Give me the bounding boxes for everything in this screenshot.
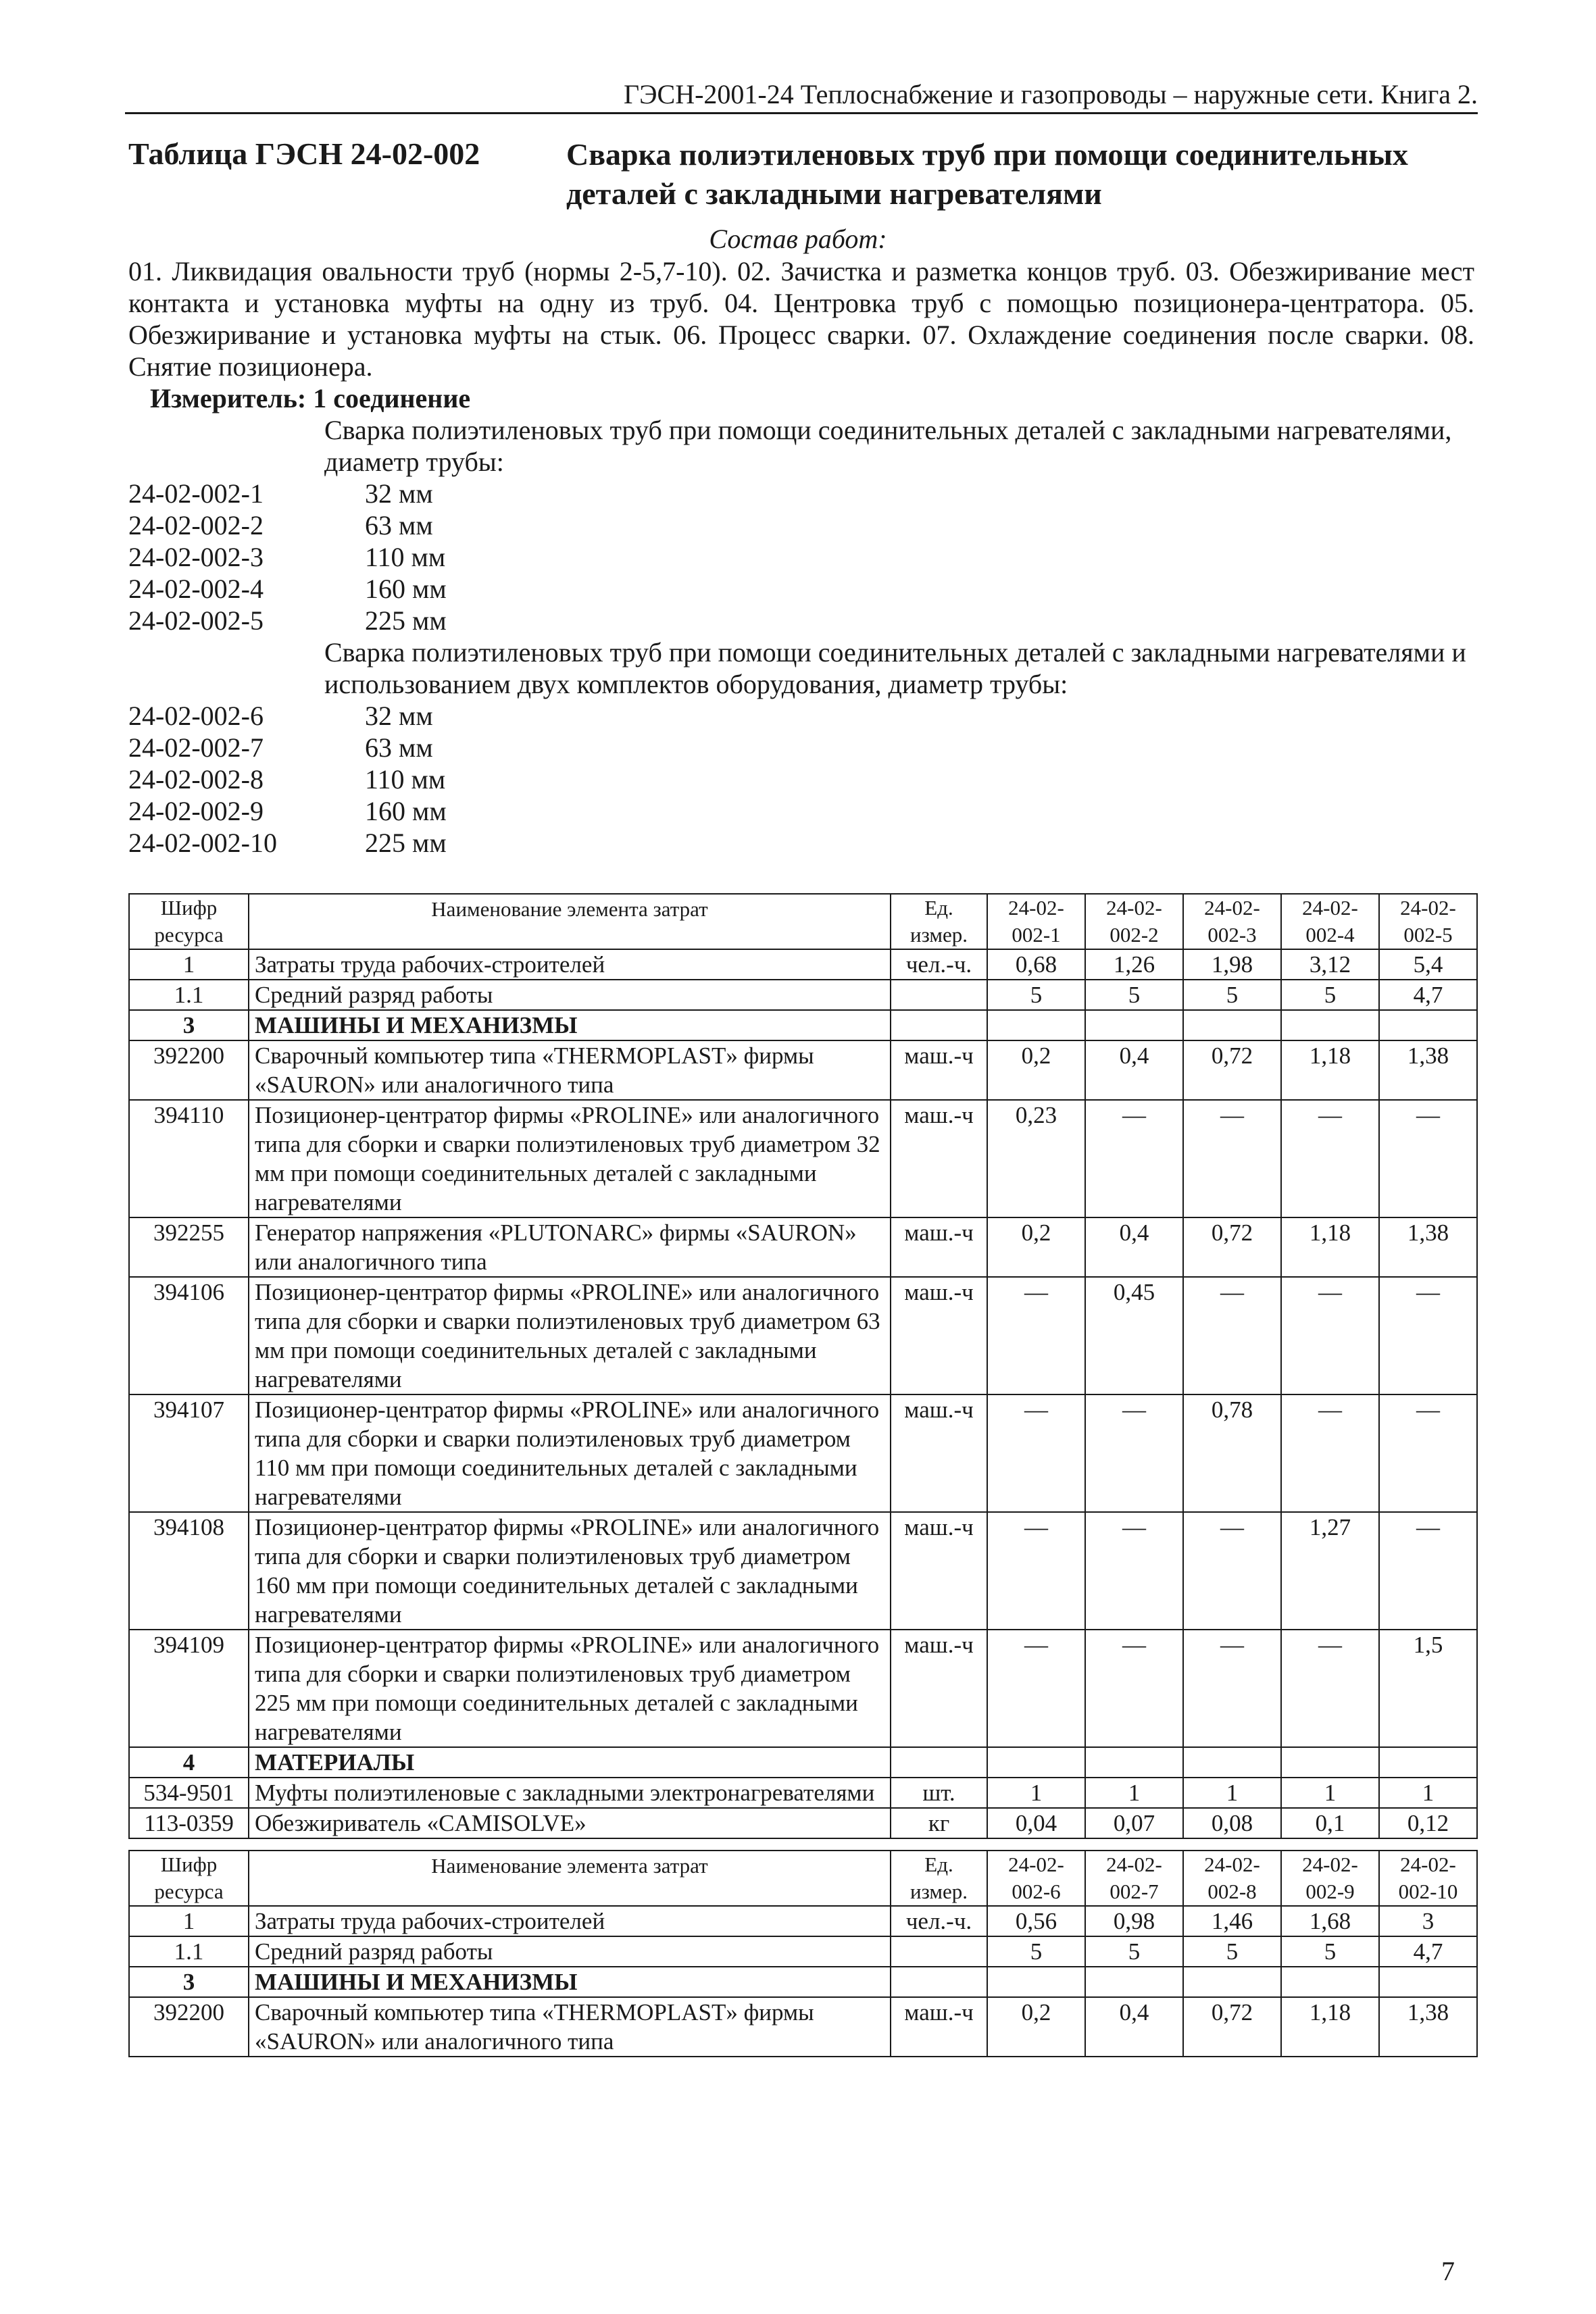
resource-code: 1.1 xyxy=(129,1936,249,1967)
resource-value: 1,38 xyxy=(1379,1217,1477,1277)
resource-value: 0,2 xyxy=(987,1217,1085,1277)
resource-unit: маш.-ч xyxy=(891,1100,987,1217)
variant-code: 24-02-002-2 xyxy=(128,510,264,540)
resource-value: — xyxy=(1183,1630,1281,1747)
resource-name: Затраты труда рабочих-строителей xyxy=(249,1906,891,1936)
variant-code: 24-02-002-5 xyxy=(128,605,264,636)
header-name: Наименование элемента затрат xyxy=(249,1851,891,1906)
variant-code: 24-02-002-7 xyxy=(128,732,264,763)
resource-value xyxy=(1281,1747,1379,1778)
resource-value: 5,4 xyxy=(1379,949,1477,980)
resource-value: 1,98 xyxy=(1183,949,1281,980)
resource-value: 5 xyxy=(1085,1936,1183,1967)
resource-value: 1,18 xyxy=(1281,1040,1379,1100)
table-row xyxy=(129,1394,1477,1512)
variant-code: 24-02-002-6 xyxy=(128,701,264,731)
table-row xyxy=(129,1778,1477,1808)
resource-value: — xyxy=(1085,1630,1183,1747)
resource-table-1 xyxy=(128,893,1478,1839)
resource-code: 113-0359 xyxy=(129,1808,249,1838)
table-row xyxy=(129,1040,1477,1100)
table-header-row xyxy=(129,1851,1477,1906)
resource-value: — xyxy=(1183,1100,1281,1217)
resource-unit xyxy=(891,1747,987,1778)
variant-row xyxy=(128,478,1480,509)
resource-value: — xyxy=(1281,1277,1379,1394)
resource-name: Позиционер-центратор фирмы «PROLINE» или аналогичного типа для сборки и сварки полиэтиленовых труб диаметром 110 мм при помощи соединительных деталей с закладными нагревателями xyxy=(249,1394,891,1512)
resource-value: 1,26 xyxy=(1085,949,1183,980)
table-row xyxy=(129,1936,1477,1967)
variant-code: 24-02-002-3 xyxy=(128,542,264,572)
resource-unit: чел.-ч. xyxy=(891,949,987,980)
header-code: Шифр ресурса xyxy=(129,894,249,949)
resource-value: 1 xyxy=(987,1778,1085,1808)
resource-value: 0,2 xyxy=(987,1040,1085,1100)
resource-name: Средний разряд работы xyxy=(249,980,891,1010)
work-composition-heading: Состав работ: xyxy=(709,224,887,254)
variant-code: 24-02-002-8 xyxy=(128,764,264,795)
resource-value: 1 xyxy=(1281,1778,1379,1808)
resource-value: 1,27 xyxy=(1281,1512,1379,1630)
measure-unit: Измеритель: 1 соединение xyxy=(150,383,471,413)
resource-value xyxy=(1183,1747,1281,1778)
resource-value: 5 xyxy=(1281,980,1379,1010)
resource-code: 1 xyxy=(129,949,249,980)
resource-value: 0,23 xyxy=(987,1100,1085,1217)
resource-unit xyxy=(891,1010,987,1040)
resource-unit: маш.-ч xyxy=(891,1277,987,1394)
page-number: 7 xyxy=(1441,2256,1455,2286)
resource-value: — xyxy=(987,1630,1085,1747)
resource-name: Позиционер-центратор фирмы «PROLINE» или аналогичного типа для сборки и сварки полиэтиленовых труб диаметром 225 мм при помощи соединительных деталей с закладными нагревателями xyxy=(249,1630,891,1747)
resource-value xyxy=(1085,1010,1183,1040)
resource-value: — xyxy=(1183,1512,1281,1630)
resource-value: — xyxy=(987,1277,1085,1394)
resource-code: 394107 xyxy=(129,1394,249,1512)
resource-code: 1 xyxy=(129,1906,249,1936)
resource-unit: чел.-ч. xyxy=(891,1906,987,1936)
resource-name: Сварочный компьютер типа «THERMOPLAST» фирмы «SAURON» или аналогичного типа xyxy=(249,1040,891,1100)
resource-code: 534-9501 xyxy=(129,1778,249,1808)
resource-name: Генератор напряжения «PLUTONARC» фирмы «SAURON» или аналогичного типа xyxy=(249,1217,891,1277)
variant-diameter: 32 мм xyxy=(365,478,433,509)
resource-value: — xyxy=(987,1512,1085,1630)
resource-value: — xyxy=(1379,1394,1477,1512)
resource-name: МАТЕРИАЛЫ xyxy=(249,1747,891,1778)
resource-value: — xyxy=(1085,1512,1183,1630)
resource-value: — xyxy=(1281,1100,1379,1217)
table-row xyxy=(129,1997,1477,2057)
resource-unit: маш.-ч xyxy=(891,1040,987,1100)
section-row xyxy=(129,1747,1477,1778)
resource-value: 5 xyxy=(1183,1936,1281,1967)
resource-value: 0,72 xyxy=(1183,1997,1281,2057)
header-column: 24-02-002-10 xyxy=(1379,1851,1477,1906)
resource-code: 3 xyxy=(129,1967,249,1997)
resource-value: 1,18 xyxy=(1281,1997,1379,2057)
resource-value: 0,78 xyxy=(1183,1394,1281,1512)
resource-value: 1 xyxy=(1183,1778,1281,1808)
header-column: 24-02-002-5 xyxy=(1379,894,1477,949)
header-code: Шифр ресурса xyxy=(129,1851,249,1906)
resource-value: 0,68 xyxy=(987,949,1085,980)
variant-row xyxy=(128,795,1480,827)
resource-name: Средний разряд работы xyxy=(249,1936,891,1967)
resource-value: 5 xyxy=(987,980,1085,1010)
resource-value: 5 xyxy=(1183,980,1281,1010)
resource-name: Обезжириватель «CAMISOLVE» xyxy=(249,1808,891,1838)
resource-value: 0,4 xyxy=(1085,1040,1183,1100)
resource-value: 3,12 xyxy=(1281,949,1379,980)
variant-diameter: 225 мм xyxy=(365,605,447,636)
variant-code: 24-02-002-10 xyxy=(128,828,277,858)
header-column: 24-02-002-3 xyxy=(1183,894,1281,949)
table-row xyxy=(129,1512,1477,1630)
resource-unit: маш.-ч xyxy=(891,1997,987,2057)
resource-value: 0,12 xyxy=(1379,1808,1477,1838)
table-caption: Таблица ГЭСН 24-02-002 xyxy=(128,136,480,171)
resource-name: Позиционер-центратор фирмы «PROLINE» или аналогичного типа для сборки и сварки полиэтиленовых труб диаметром 160 мм при помощи соединительных деталей с закладными нагревателями xyxy=(249,1512,891,1630)
resource-unit xyxy=(891,980,987,1010)
table-row xyxy=(129,1808,1477,1838)
resource-value: — xyxy=(1281,1394,1379,1512)
resource-value xyxy=(987,1747,1085,1778)
header-column: 24-02-002-1 xyxy=(987,894,1085,949)
variant-diameter: 225 мм xyxy=(365,828,447,858)
resource-value: 0,07 xyxy=(1085,1808,1183,1838)
table-title: Сварка полиэтиленовых труб при помощи соединительных деталей с закладными нагревателями xyxy=(566,137,1408,211)
header-unit: Ед. измер. xyxy=(891,894,987,949)
variant-diameter: 110 мм xyxy=(365,764,446,795)
resource-value xyxy=(1085,1967,1183,1997)
resource-unit: кг xyxy=(891,1808,987,1838)
variant-diameter: 160 мм xyxy=(365,574,447,604)
resource-value: 0,1 xyxy=(1281,1808,1379,1838)
header-column: 24-02-002-8 xyxy=(1183,1851,1281,1906)
table-row xyxy=(129,1217,1477,1277)
resource-name: Затраты труда рабочих-строителей xyxy=(249,949,891,980)
resource-value: 1,38 xyxy=(1379,1997,1477,2057)
resource-value: — xyxy=(1183,1277,1281,1394)
variant-row xyxy=(128,605,1480,636)
resource-unit: маш.-ч xyxy=(891,1630,987,1747)
resource-value: 0,2 xyxy=(987,1997,1085,2057)
header-column: 24-02-002-2 xyxy=(1085,894,1183,949)
variant-code: 24-02-002-1 xyxy=(128,478,264,509)
resource-value: 4,7 xyxy=(1379,1936,1477,1967)
resource-code: 394108 xyxy=(129,1512,249,1630)
resource-value: 0,4 xyxy=(1085,1217,1183,1277)
header-column: 24-02-002-7 xyxy=(1085,1851,1183,1906)
table-row xyxy=(129,1100,1477,1217)
variant-row xyxy=(128,732,1480,763)
resource-value xyxy=(1183,1010,1281,1040)
resource-code: 4 xyxy=(129,1747,249,1778)
page-header: ГЭСН-2001-24 Теплоснабжение и газопроводы – наружные сети. Книга 2. xyxy=(125,80,1478,114)
resource-value: — xyxy=(987,1394,1085,1512)
resource-code: 392200 xyxy=(129,1040,249,1100)
resource-value xyxy=(1281,1010,1379,1040)
variant-row xyxy=(128,763,1480,795)
resource-value: 4,7 xyxy=(1379,980,1477,1010)
resource-value xyxy=(1379,1747,1477,1778)
resource-value: — xyxy=(1379,1277,1477,1394)
resource-value: — xyxy=(1379,1100,1477,1217)
section-row xyxy=(129,1967,1477,1997)
resource-code: 392200 xyxy=(129,1997,249,2057)
resource-value: 0,04 xyxy=(987,1808,1085,1838)
resource-value: 0,72 xyxy=(1183,1217,1281,1277)
resource-value: 3 xyxy=(1379,1906,1477,1936)
variant-row xyxy=(128,509,1480,541)
resource-unit: шт. xyxy=(891,1778,987,1808)
variant-diameter: 63 мм xyxy=(365,510,433,540)
resource-value: 1,38 xyxy=(1379,1040,1477,1100)
resource-name: Муфты полиэтиленовые с закладными электронагревателями xyxy=(249,1778,891,1808)
resource-value: 0,56 xyxy=(987,1906,1085,1936)
resource-table-2 xyxy=(128,1850,1478,2057)
resource-value: — xyxy=(1085,1394,1183,1512)
resource-code: 1.1 xyxy=(129,980,249,1010)
resource-value: — xyxy=(1281,1630,1379,1747)
variant-code: 24-02-002-9 xyxy=(128,796,264,826)
resource-value: 0,45 xyxy=(1085,1277,1183,1394)
header-column: 24-02-002-9 xyxy=(1281,1851,1379,1906)
resource-value: 1,5 xyxy=(1379,1630,1477,1747)
variant-row xyxy=(128,827,1480,859)
resource-value: 0,72 xyxy=(1183,1040,1281,1100)
variant-group-description: Сварка полиэтиленовых труб при помощи соединительных деталей с закладными нагревателями и использованием двух комплектов оборудования, диаметр трубы: xyxy=(324,637,1466,699)
resource-value: 0,98 xyxy=(1085,1906,1183,1936)
variant-row xyxy=(128,541,1480,573)
table-row xyxy=(129,1906,1477,1936)
resource-value: 5 xyxy=(987,1936,1085,1967)
variant-diameter: 160 мм xyxy=(365,796,447,826)
table-row xyxy=(129,1277,1477,1394)
resource-unit xyxy=(891,1967,987,1997)
work-composition-text: 01. Ликвидация овальности труб (нормы 2-5,7-10). 02. Зачистка и разметка концов труб. 03. Обезжиривание мест контакта и установка муфты на одну из труб. 04. Центровка труб с помощью позиционера-центратора. 05. Обезжиривание и установка муфты на стык. 06. Процесс сварки. 07. Охлаждение соединения после сварки. 08. Снятие позиционера. xyxy=(128,256,1474,382)
resource-value xyxy=(1379,1010,1477,1040)
resource-value xyxy=(1085,1747,1183,1778)
resource-value: 5 xyxy=(1281,1936,1379,1967)
header-unit: Ед. измер. xyxy=(891,1851,987,1906)
resource-value: 1,68 xyxy=(1281,1906,1379,1936)
resource-name: МАШИНЫ И МЕХАНИЗМЫ xyxy=(249,1010,891,1040)
resource-value: 5 xyxy=(1085,980,1183,1010)
variant-diameter: 63 мм xyxy=(365,732,433,763)
resource-name: Сварочный компьютер типа «THERMOPLAST» фирмы «SAURON» или аналогичного типа xyxy=(249,1997,891,2057)
resource-code: 3 xyxy=(129,1010,249,1040)
variant-group-description: Сварка полиэтиленовых труб при помощи соединительных деталей с закладными нагревателями, диаметр трубы: xyxy=(324,415,1452,477)
variant-diameter: 32 мм xyxy=(365,701,433,731)
resource-value xyxy=(1379,1967,1477,1997)
resource-name: МАШИНЫ И МЕХАНИЗМЫ xyxy=(249,1967,891,1997)
section-row xyxy=(129,1010,1477,1040)
variant-diameter: 110 мм xyxy=(365,542,446,572)
resource-code: 394110 xyxy=(129,1100,249,1217)
variant-code: 24-02-002-4 xyxy=(128,574,264,604)
resource-value: 1 xyxy=(1085,1778,1183,1808)
resource-code: 394109 xyxy=(129,1630,249,1747)
header-column: 24-02-002-6 xyxy=(987,1851,1085,1906)
resource-value xyxy=(987,1010,1085,1040)
variant-row xyxy=(128,700,1480,732)
resource-value: 1,46 xyxy=(1183,1906,1281,1936)
resource-value: 1 xyxy=(1379,1778,1477,1808)
table-header-row xyxy=(129,894,1477,949)
table-row xyxy=(129,949,1477,980)
resource-code: 394106 xyxy=(129,1277,249,1394)
resource-unit xyxy=(891,1936,987,1967)
resource-value: 0,4 xyxy=(1085,1997,1183,2057)
resource-unit: маш.-ч xyxy=(891,1512,987,1630)
resource-value: — xyxy=(1379,1512,1477,1630)
resource-value xyxy=(1183,1967,1281,1997)
resource-name: Позиционер-центратор фирмы «PROLINE» или аналогичного типа для сборки и сварки полиэтиленовых труб диаметром 63 мм при помощи соединительных деталей с закладными нагревателями xyxy=(249,1277,891,1394)
table-row xyxy=(129,980,1477,1010)
header-column: 24-02-002-4 xyxy=(1281,894,1379,949)
resource-value xyxy=(1281,1967,1379,1997)
table-row xyxy=(129,1630,1477,1747)
resource-code: 392255 xyxy=(129,1217,249,1277)
variant-row xyxy=(128,573,1480,605)
resource-value: 1,18 xyxy=(1281,1217,1379,1277)
norm-variants-list xyxy=(128,414,1480,859)
resource-unit: маш.-ч xyxy=(891,1394,987,1512)
resource-value: — xyxy=(1085,1100,1183,1217)
header-name: Наименование элемента затрат xyxy=(249,894,891,949)
resource-value xyxy=(987,1967,1085,1997)
resource-name: Позиционер-центратор фирмы «PROLINE» или аналогичного типа для сборки и сварки полиэтиленовых труб диаметром 32 мм при помощи соединительных деталей с закладными нагревателями xyxy=(249,1100,891,1217)
resource-value: 0,08 xyxy=(1183,1808,1281,1838)
resource-unit: маш.-ч xyxy=(891,1217,987,1277)
